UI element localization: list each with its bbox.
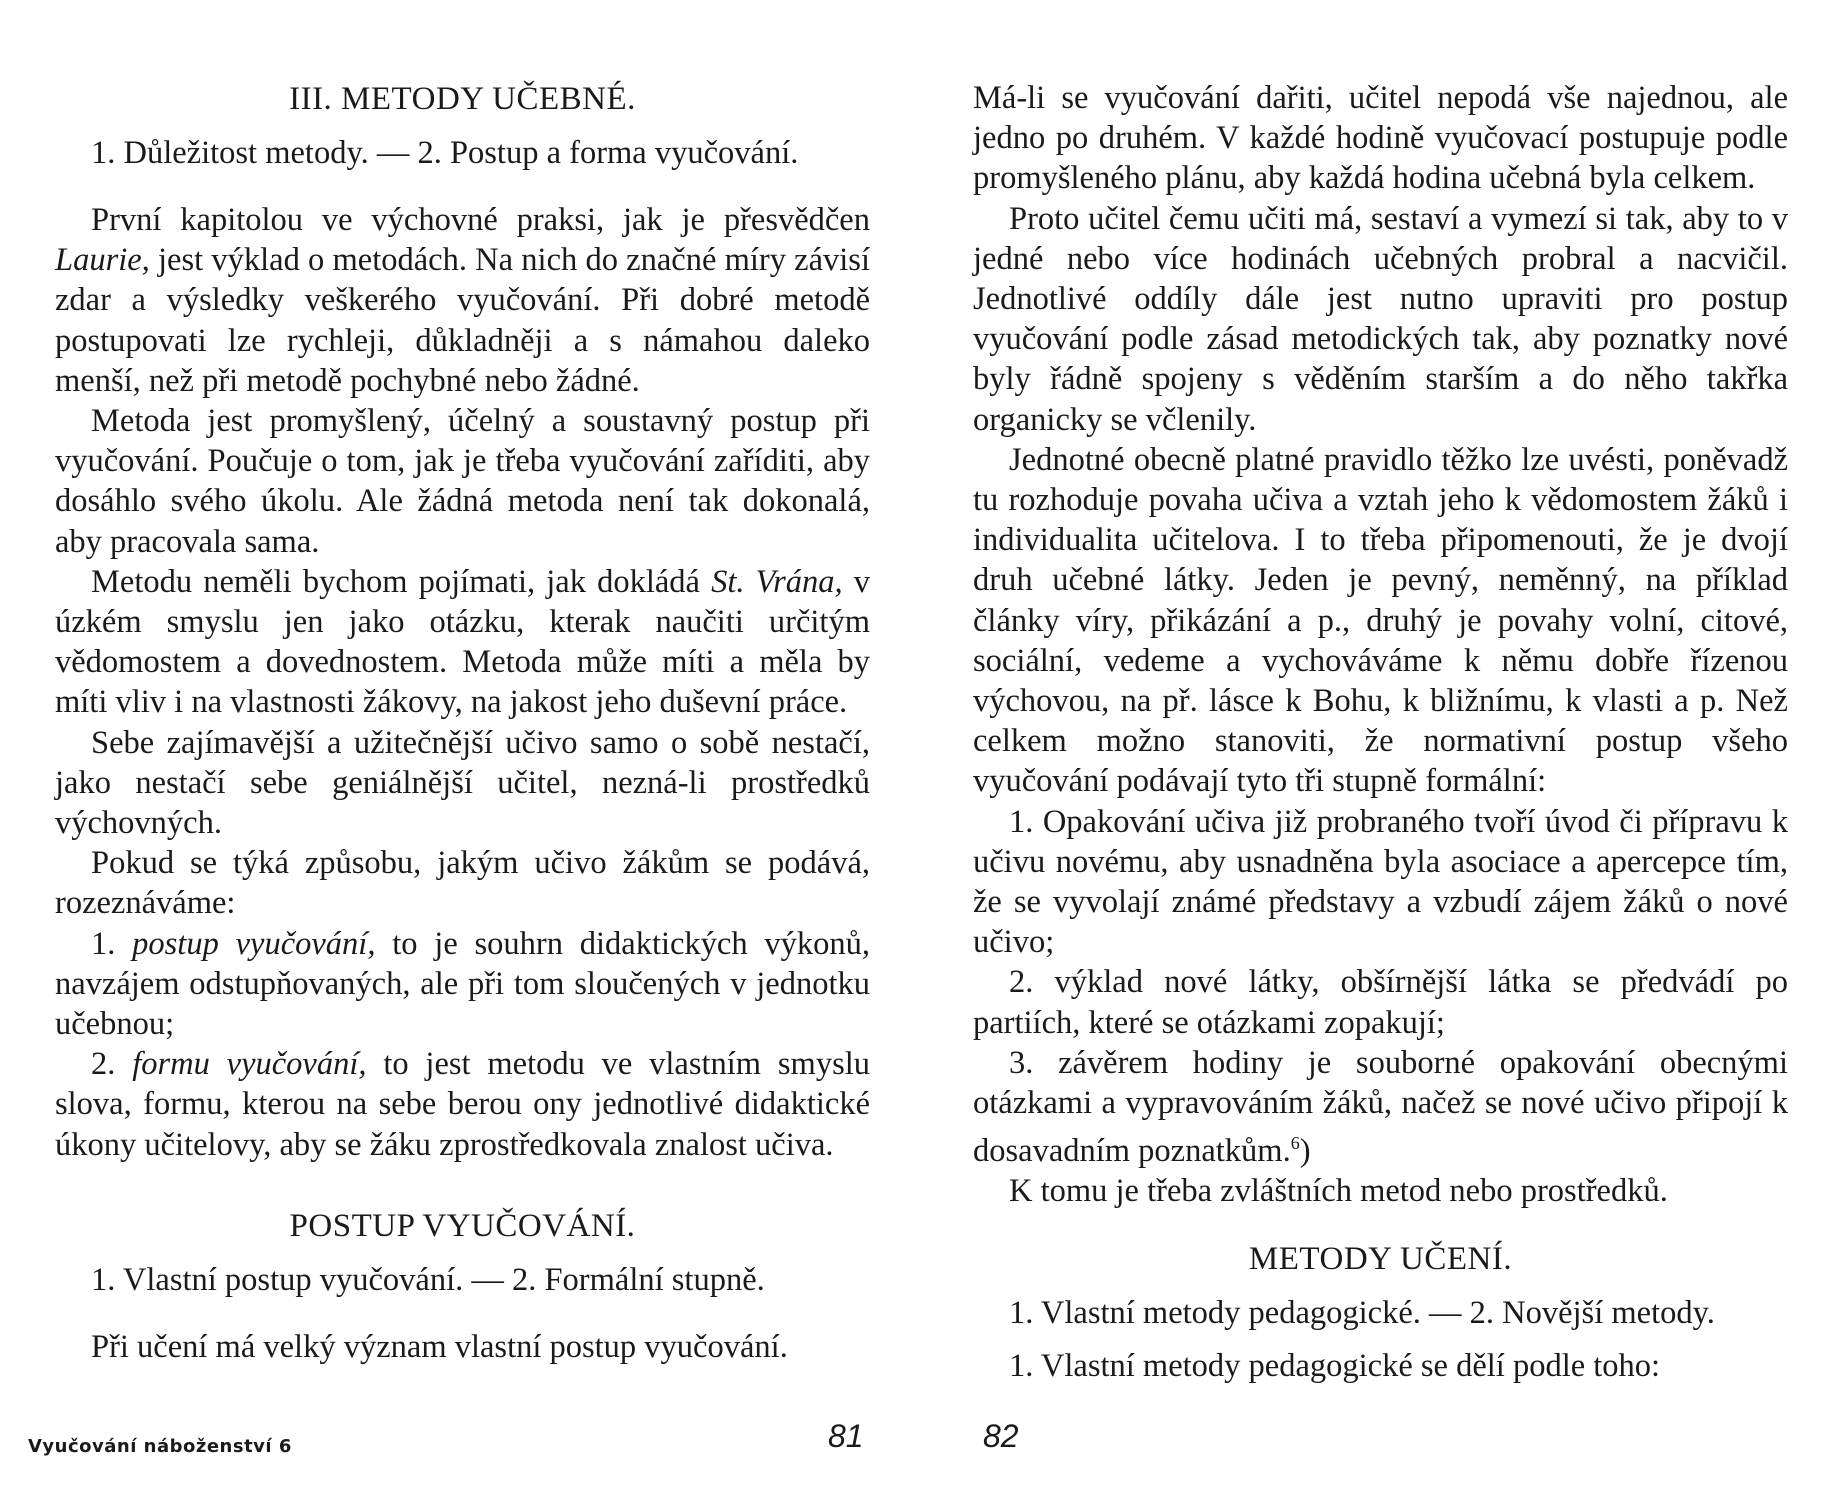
- paragraph: Při učení má velký význam vlastní postup vyučování.: [91, 1328, 788, 1365]
- paragraph: Metodu neměli bychom pojímati, jak dokládá St. Vrána, v úzkém smyslu jen jako otázku, kterak naučiti určitým vědomostem a dovednostem. Metoda může míti a měla by míti vliv i na vlastnosti žákovy, na jakost jeho duševní práce.: [55, 563, 871, 721]
- list-item: 1. postup vyučování, to je souhrn didaktických výkonů, navzájem odstupňovaných, ale při tom sloučených v jednotku učebnou;: [55, 925, 871, 1043]
- paragraph: Jednotné obecně platné pravidlo těžko lze uvésti, poněvadž tu rozhoduje povaha učiva a vztah jeho k vědomostem žáků i individualita učitelova. I to třeba připomenouti, že je dvojí druh učebné látky. Jeden je pevný, neměnný, na příklad články víry, přikázání a p., druhý je povahy volní, citové, sociální, vedeme a vychováváme k němu dobře řízenou výchovou, na př. lásce k Bohu, k bližnímu, k vlasti a p. Než celkem možno stanoviti, že normativní postup všeho vyučování podávají tyto tři stupně formální:: [973, 441, 1788, 800]
- chapter-heading: III. METODY UČEBNÉ.: [289, 81, 636, 117]
- paragraph: Pokud se týká způsobu, jakým učivo žákům se podává, rozeznáváme:: [55, 845, 870, 922]
- signature-mark: Vyučování náboženství 6: [28, 1436, 292, 1457]
- list-item: 3. závěrem hodiny je souborné opakování obecnými otázkami a vypravováním žáků, načež se nové učivo připojí k dosavadním poznatkům.$^6$): [973, 1044, 1788, 1170]
- footnote-ref: 6: [1290, 1133, 1300, 1154]
- section-heading: METODY UČENÍ.: [1248, 1240, 1513, 1277]
- section-subheading: 1. Vlastní postup vyučování. — 2. Formální stupně.: [91, 1261, 765, 1298]
- right-column: [973, 78, 1788, 1386]
- paragraph: 1. Vlastní metody pedagogické se dělí podle toho:: [1009, 1347, 1661, 1384]
- paragraph: Proto učitel čemu učiti má, sestaví a vymezí si tak, aby to v jedné nebo více hodinách učebných probral a nacvičil. Jednotlivé oddíly dále jest nutno upraviti pro postup vyučování podle zásad metodických tak, aby poznatky nové byly řádně spojeny s věděním starším a do něho takřka organicky se včlenily.: [973, 200, 1788, 438]
- paragraph: Metoda jest promyšlený, účelný a soustavný postup při vyučování. Poučuje o tom, jak je třeba vyučování zaříditi, aby dosáhlo svého úkolu. Ale žádná metoda není tak dokonalá, aby pracovala sama.: [55, 403, 870, 560]
- list-item: 1. Opakování učiva již probraného tvoří úvod či přípravu k učivu novému, aby usnadněna byla asociace a apercepce tím, že se vyvolají známé představy a vzbudí zájem žáků o nové učivo;: [973, 803, 1788, 961]
- paragraph: Má-li se vyučování dařiti, učitel nepodá vše najednou, ale jedno po druhém. V každé hodině vyučovací postupuje podle promyšleného plánu, aby každá hodina učebná byla celkem.: [973, 80, 1788, 197]
- section-heading: POSTUP VYUČOVÁNÍ.: [289, 1207, 636, 1244]
- left-column: [55, 78, 870, 1367]
- right-page: [915, 0, 1830, 1500]
- list-item: 2. formu vyučování, to jest metodu ve vlastním smyslu slova, formu, kterou na sebe berou ony jednotlivé didaktické úkony učitelovy, aby se žáku zprostředkovala znalost učiva.: [55, 1046, 870, 1163]
- paragraph: První kapitolou ve výchovné praksi, jak je přesvědčen Laurie, jest výklad o metodách. Na nich do značné míry závisí zdar a výsledky veškerého vyučování. Při dobré metodě postupovati lze rychleji, důkladněji a s námahou daleko menší, než při metodě pochybné nebo žádné.: [55, 202, 870, 399]
- paragraph: Sebe zajímavější a užitečnější učivo samo o sobě nestačí, jako nestačí sebe geniálnější učitel, nezná-li prostředků výchovných.: [55, 724, 870, 842]
- page-number: 82: [983, 1418, 1019, 1454]
- paragraph: K tomu je třeba zvláštních metod nebo prostředků.: [1009, 1173, 1668, 1210]
- page-number: 81: [828, 1418, 864, 1454]
- section-subheading: 1. Vlastní metody pedagogické. — 2. Novější metody.: [1009, 1294, 1715, 1331]
- list-item: 2. výklad nové látky, obšírnější látka se předvádí po partiích, které se otázkami zopakují;: [973, 964, 1788, 1041]
- chapter-subheading: 1. Důležitost metody. — 2. Postup a forma vyučování.: [91, 135, 799, 171]
